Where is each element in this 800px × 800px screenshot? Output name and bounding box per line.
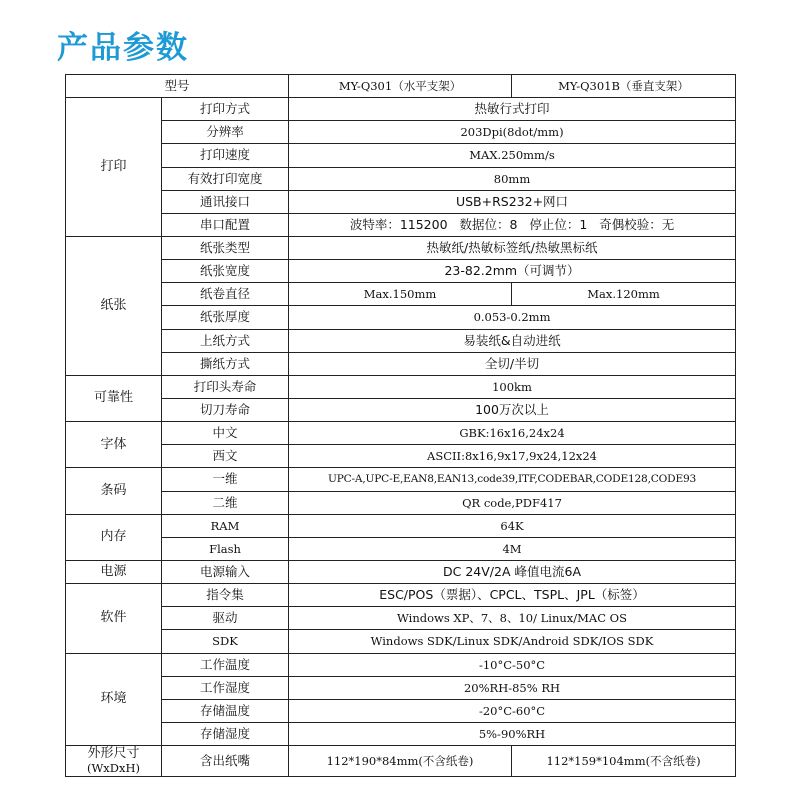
table-row bbox=[66, 699, 736, 722]
table-row bbox=[66, 746, 736, 777]
table-row bbox=[66, 352, 736, 375]
table-row bbox=[66, 167, 736, 190]
category-dimensions bbox=[66, 746, 162, 777]
row-label: 串口配置 bbox=[162, 213, 289, 236]
table-row bbox=[66, 306, 736, 329]
table-row bbox=[66, 375, 736, 398]
row-value: USB+RS232+网口 bbox=[289, 190, 736, 213]
row-label: 分辨率 bbox=[162, 121, 289, 144]
category-dimensions-line1: 外形尺寸 bbox=[87, 746, 140, 762]
row-value: -20°C-60°C bbox=[289, 699, 736, 722]
row-value-b: Max.120mm bbox=[512, 283, 736, 306]
category-print: 打印 bbox=[66, 98, 162, 237]
row-label: 指令集 bbox=[162, 584, 289, 607]
row-label: 二维 bbox=[162, 491, 289, 514]
table-row bbox=[66, 630, 736, 653]
table-row bbox=[66, 98, 736, 121]
row-label: SDK bbox=[162, 630, 289, 653]
table-row bbox=[66, 468, 736, 491]
row-label: 纸张厚度 bbox=[162, 306, 289, 329]
table-row bbox=[66, 560, 736, 583]
table-row bbox=[66, 722, 736, 745]
row-label: 上纸方式 bbox=[162, 329, 289, 352]
table-row bbox=[66, 422, 736, 445]
row-value: 热敏纸/热敏标签纸/热敏黑标纸 bbox=[289, 236, 736, 259]
table-row bbox=[66, 584, 736, 607]
row-label: 电源输入 bbox=[162, 560, 289, 583]
row-label: 驱动 bbox=[162, 607, 289, 630]
category-paper: 纸张 bbox=[66, 236, 162, 375]
row-value: 0.053-0.2mm bbox=[289, 306, 736, 329]
row-label: 切刀寿命 bbox=[162, 398, 289, 421]
category-font: 字体 bbox=[66, 422, 162, 468]
category-reliability: 可靠性 bbox=[66, 375, 162, 421]
row-value: Windows SDK/Linux SDK/Android SDK/IOS SDK bbox=[289, 630, 736, 653]
row-label: 西文 bbox=[162, 445, 289, 468]
row-value-a: 112*190*84mm(不含纸卷) bbox=[289, 746, 512, 777]
row-value-b: 112*159*104mm(不含纸卷) bbox=[512, 746, 736, 777]
row-label: 工作湿度 bbox=[162, 676, 289, 699]
row-value: ASCII:8x16,9x17,9x24,12x24 bbox=[289, 445, 736, 468]
row-value: 全切/半切 bbox=[289, 352, 736, 375]
table-row bbox=[66, 491, 736, 514]
row-value: MAX.250mm/s bbox=[289, 144, 736, 167]
table-row bbox=[66, 514, 736, 537]
row-value: DC 24V/2A 峰值电流6A bbox=[289, 560, 736, 583]
row-value: Windows XP、7、8、10/ Linux/MAC OS bbox=[289, 607, 736, 630]
row-label: 打印速度 bbox=[162, 144, 289, 167]
table-row bbox=[66, 537, 736, 560]
table-row bbox=[66, 144, 736, 167]
category-barcode: 条码 bbox=[66, 468, 162, 514]
table-row bbox=[66, 445, 736, 468]
row-value: 热敏行式打印 bbox=[289, 98, 736, 121]
row-value: 23-82.2mm（可调节） bbox=[289, 260, 736, 283]
row-value: 20%RH-85% RH bbox=[289, 676, 736, 699]
row-label: RAM bbox=[162, 514, 289, 537]
row-value: 易装纸&自动进纸 bbox=[289, 329, 736, 352]
page-title: 产品参数 bbox=[57, 30, 189, 66]
table-row bbox=[66, 121, 736, 144]
row-label: 纸卷直径 bbox=[162, 283, 289, 306]
row-value: 5%-90%RH bbox=[289, 722, 736, 745]
row-label: 一维 bbox=[162, 468, 289, 491]
category-dimensions-line2: (WxDxH) bbox=[86, 761, 140, 776]
row-value: GBK:16x16,24x24 bbox=[289, 422, 736, 445]
category-environment: 环境 bbox=[66, 653, 162, 746]
table-row bbox=[66, 676, 736, 699]
category-memory: 内存 bbox=[66, 514, 162, 560]
table-row bbox=[66, 236, 736, 259]
header-model: 型号 bbox=[66, 75, 289, 98]
header-variant-b: MY-Q301B（垂直支架） bbox=[512, 75, 736, 98]
row-label: 中文 bbox=[162, 422, 289, 445]
table-row bbox=[66, 653, 736, 676]
row-label: Flash bbox=[162, 537, 289, 560]
category-software: 软件 bbox=[66, 584, 162, 653]
row-value: 波特率：115200 数据位：8 停止位：1 奇偶校验：无 bbox=[289, 213, 736, 236]
row-label: 打印头寿命 bbox=[162, 375, 289, 398]
row-label: 存储湿度 bbox=[162, 722, 289, 745]
table-row bbox=[66, 329, 736, 352]
row-label: 纸张类型 bbox=[162, 236, 289, 259]
table-row bbox=[66, 213, 736, 236]
row-label: 存储温度 bbox=[162, 699, 289, 722]
row-value: 100km bbox=[289, 375, 736, 398]
header-row bbox=[66, 75, 736, 98]
table-row bbox=[66, 607, 736, 630]
spec-table bbox=[65, 74, 736, 777]
row-value: 4M bbox=[289, 537, 736, 560]
row-label: 工作温度 bbox=[162, 653, 289, 676]
row-label: 打印方式 bbox=[162, 98, 289, 121]
row-value: ESC/POS（票据）、CPCL、TSPL、JPL（标签） bbox=[289, 584, 736, 607]
table-row bbox=[66, 190, 736, 213]
table-row bbox=[66, 283, 736, 306]
row-value: UPC-A,UPC-E,EAN8,EAN13,code39,ITF,CODEBAR,CODE128,CODE93 bbox=[289, 468, 736, 491]
table-row bbox=[66, 260, 736, 283]
row-value: 64K bbox=[289, 514, 736, 537]
row-value: 203Dpi(8dot/mm) bbox=[289, 121, 736, 144]
header-variant-a: MY-Q301（水平支架） bbox=[289, 75, 512, 98]
row-label: 撕纸方式 bbox=[162, 352, 289, 375]
row-value: -10°C-50°C bbox=[289, 653, 736, 676]
row-label: 通讯接口 bbox=[162, 190, 289, 213]
table-row bbox=[66, 398, 736, 421]
row-label: 有效打印宽度 bbox=[162, 167, 289, 190]
row-value: 100万次以上 bbox=[289, 398, 736, 421]
row-value: QR code,PDF417 bbox=[289, 491, 736, 514]
row-label: 含出纸嘴 bbox=[162, 746, 289, 777]
category-power: 电源 bbox=[66, 560, 162, 583]
row-label: 纸张宽度 bbox=[162, 260, 289, 283]
row-value: 80mm bbox=[289, 167, 736, 190]
row-value-a: Max.150mm bbox=[289, 283, 512, 306]
